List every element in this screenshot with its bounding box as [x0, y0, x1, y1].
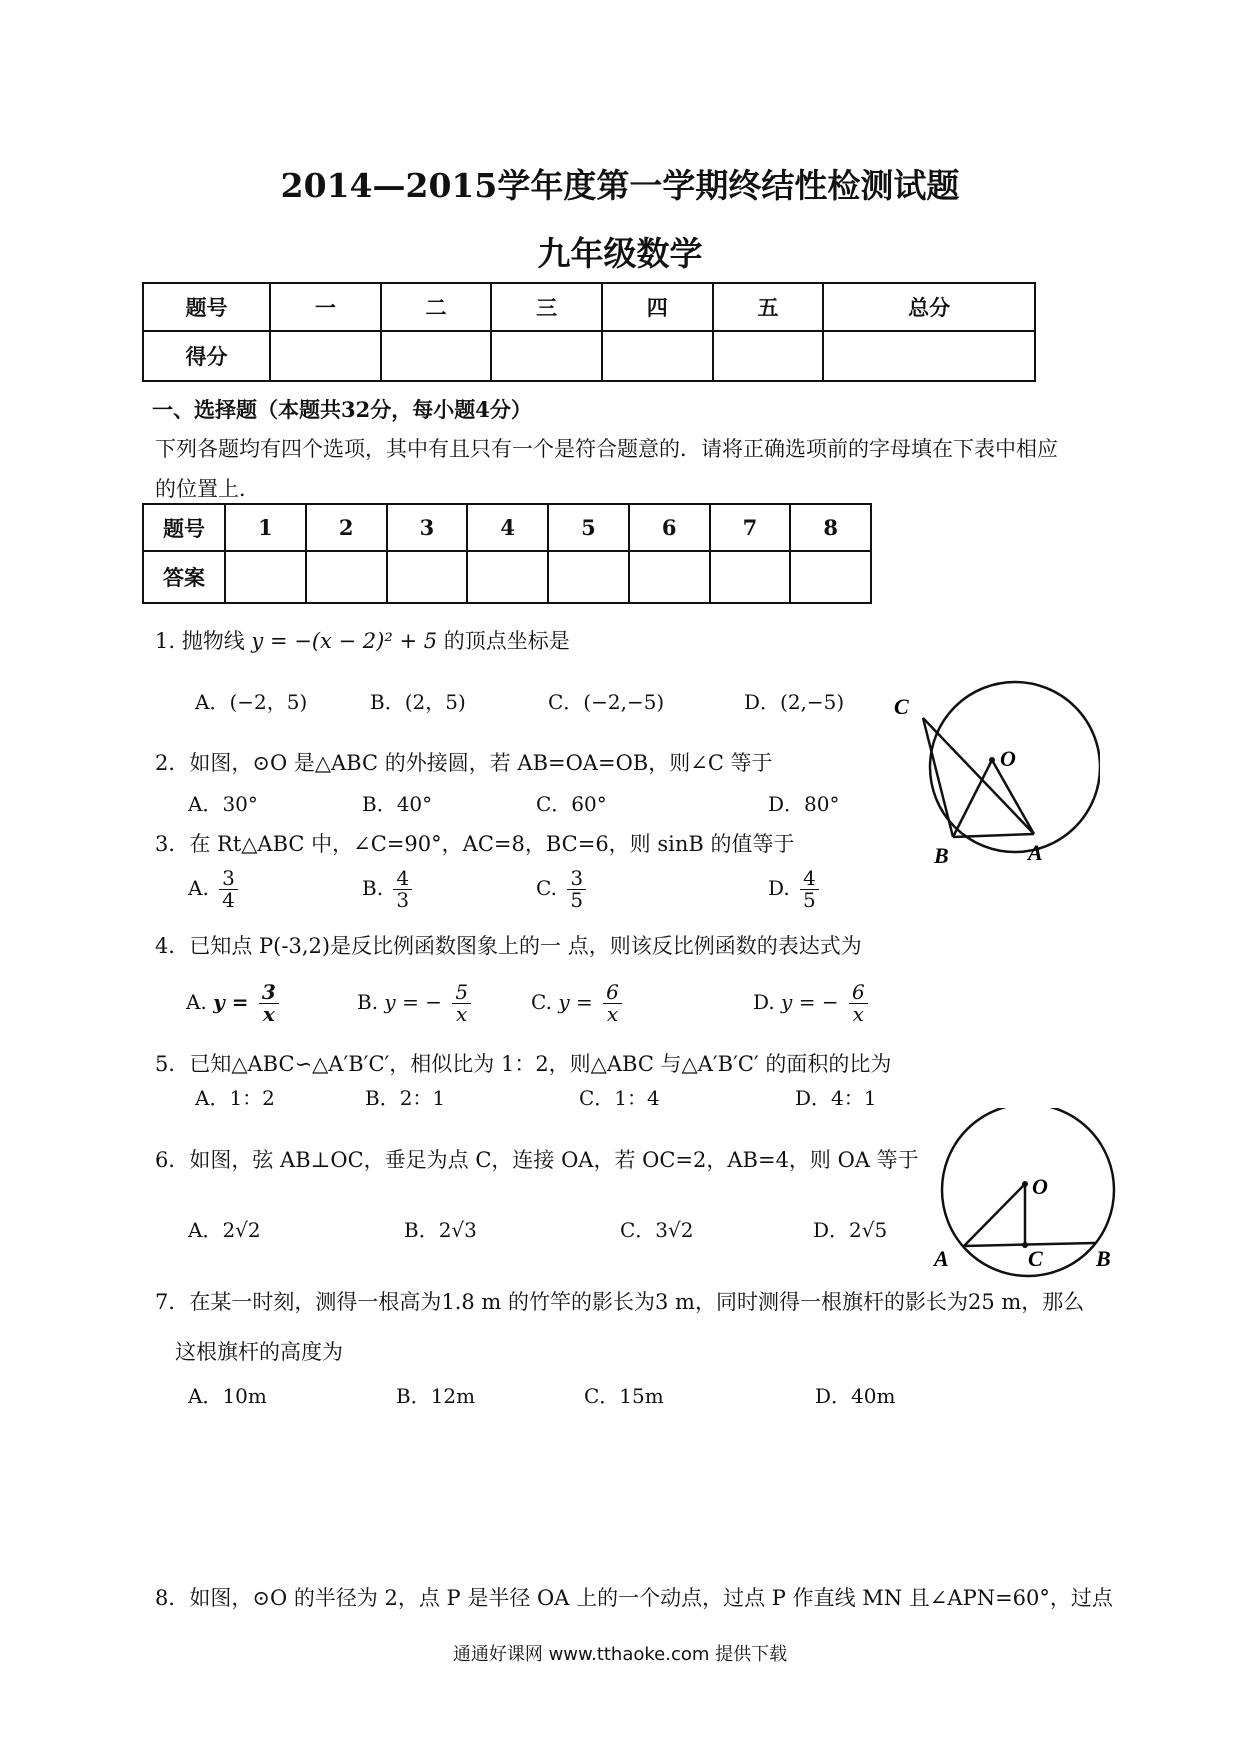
answer-cell[interactable]: [387, 551, 468, 603]
label-a: A: [1028, 840, 1043, 865]
question-6-stem: 6．如图，弦 AB⊥OC，垂足为点 C，连接 OA，若 OC=2，AB=4，则 OA 等于: [155, 1148, 919, 1172]
q1-option-b: B．(2，5): [370, 690, 466, 714]
q1-option-a: A．(−2，5): [195, 690, 308, 714]
q4-option-d-label: D.: [753, 990, 775, 1014]
question-5-stem: 5．已知△ABC∽△A′B′C′，相似比为 1：2，则△ABC 与△A′B′C′ 的面积的比为: [155, 1052, 892, 1076]
label-c: C: [1028, 1246, 1043, 1271]
answer-number: 6: [629, 504, 710, 551]
q4-option-b: [357, 982, 471, 1025]
q4-option-d-num: 6: [849, 982, 868, 1004]
question-7-stem-line-2: 这根旗杆的高度为: [175, 1340, 343, 1364]
q3-option-c: [536, 868, 586, 911]
q3-option-a-den: 4: [222, 888, 235, 912]
center-point: [989, 757, 995, 763]
question-3-stem: 3．在 Rt△ABC 中，∠C=90°，AC=8，BC=6，则 sinB 的值等于: [155, 832, 795, 856]
q4-option-b-fraction: [452, 982, 471, 1025]
instruction-line-2: 的位置上．: [155, 477, 260, 501]
q1-option-d: D．(2,−5): [744, 690, 845, 714]
q1-number: 1.: [155, 629, 176, 653]
score-table-header-cell: 总分: [823, 283, 1035, 331]
segment-oa: [964, 1184, 1025, 1246]
footer-source: 通通好课网 www.tthaoke.com 提供下载: [452, 1644, 788, 1665]
q4-option-b-num: 5: [452, 982, 471, 1004]
q4-option-d-lhs: y = −: [781, 990, 839, 1014]
q1-option-c: C．(−2,−5): [548, 690, 665, 714]
score-table-header-cell: 一: [270, 283, 381, 331]
q4-option-a: [186, 982, 279, 1025]
q4-option-c-fraction: [603, 982, 622, 1025]
label-c: C: [894, 694, 909, 719]
answer-number: 5: [548, 504, 629, 551]
q6-option-a: A．2√2: [188, 1218, 261, 1242]
q5-option-b: B．2：1: [365, 1086, 446, 1110]
q1-stem-post: 的顶点坐标是: [443, 629, 570, 653]
question-4-stem: 4．已知点 P(-3,2)是反比例函数图象上的一 点，则该反比例函数的表达式为: [155, 934, 862, 958]
q4-option-a-label: A.: [186, 990, 207, 1014]
q4-option-d: [753, 982, 868, 1025]
q2-option-b: B．40°: [362, 792, 433, 816]
q3-option-b-num: 4: [393, 868, 412, 890]
q3-option-c-fraction: [567, 868, 586, 911]
q3-option-d-num: 4: [800, 868, 819, 890]
exam-subtitle: 九年级数学: [537, 234, 703, 273]
center-point: [1022, 1181, 1028, 1187]
exam-title: 2014—2015学年度第一学期终结性检测试题: [280, 166, 960, 205]
q1-stem-pre: 抛物线: [181, 629, 245, 653]
segment-bo: [953, 760, 992, 837]
answer-number: 7: [710, 504, 791, 551]
answer-number: 1: [225, 504, 306, 551]
q3-option-b-den: 3: [396, 888, 410, 912]
q2-option-c: C．60°: [536, 792, 607, 816]
score-cell[interactable]: [381, 331, 492, 381]
answer-table-label: 答案: [143, 551, 225, 603]
answer-cell[interactable]: [790, 551, 871, 603]
question-2-stem: 2．如图，⊙O 是△ABC 的外接圆，若 AB=OA=OB，则∠C 等于: [155, 751, 773, 775]
score-cell[interactable]: [823, 331, 1035, 381]
score-row-label: 得分: [143, 331, 270, 381]
label-b: B: [934, 843, 949, 868]
score-table-header-cell: 四: [602, 283, 713, 331]
q4-option-b-lhs: y = −: [384, 990, 442, 1014]
answer-cell[interactable]: [548, 551, 629, 603]
q4-option-a-den: x: [262, 1002, 275, 1026]
q3-option-c-label: C.: [536, 876, 557, 900]
q3-option-d-label: D.: [768, 876, 790, 900]
answer-cell[interactable]: [306, 551, 387, 603]
q2-option-d: D．80°: [768, 792, 840, 816]
score-table-header-cell: 题号: [143, 283, 270, 331]
question-8-stem: 8．如图，⊙O 的半径为 2，点 P 是半径 OA 上的一个动点，过点 P 作直线 MN 且∠APN=60°，过点: [155, 1586, 1113, 1610]
q3-option-c-den: 5: [570, 888, 584, 912]
q6-option-c: C．3√2: [620, 1218, 694, 1242]
q4-option-c-den: x: [606, 1002, 619, 1026]
score-table-header-cell: 五: [713, 283, 824, 331]
q4-option-a-lhs: y =: [213, 990, 249, 1014]
q5-option-c: C．1：4: [579, 1086, 660, 1110]
score-table-header-cell: 三: [491, 283, 602, 331]
q4-option-d-fraction: [849, 982, 868, 1025]
q4-option-d-den: x: [852, 1002, 864, 1026]
answer-number: 8: [790, 504, 871, 551]
answer-number: 3: [387, 504, 468, 551]
segment-ca: [923, 718, 1034, 834]
q4-option-c-label: C.: [531, 990, 552, 1014]
q3-option-b: [362, 868, 412, 911]
score-table-header-cell: 二: [381, 283, 492, 331]
q3-option-b-label: B.: [362, 876, 384, 900]
q6-option-b: B．2√3: [404, 1218, 477, 1242]
question-1-stem: [155, 625, 570, 655]
q4-option-b-label: B.: [357, 990, 379, 1014]
q2-option-a: A．30°: [188, 792, 258, 816]
q5-option-d: D．4：1: [795, 1086, 877, 1110]
segment-cb: [923, 718, 953, 837]
q3-option-a-label: A.: [188, 876, 209, 900]
q3-option-b-fraction: [393, 868, 412, 911]
label-o: O: [1032, 1174, 1048, 1199]
q3-option-a: [188, 868, 238, 911]
score-table: [142, 282, 1036, 382]
instruction-line-1: 下列各题均有四个选项，其中有且只有一个是符合题意的．请将正确选项前的字母填在下表中相应: [155, 437, 1058, 461]
question-7-stem-line-1: 7．在某一时刻，测得一根高为1.8 m 的竹竿的影长为3 m，同时测得一根旗杆的影长为25 m，那么: [155, 1290, 1085, 1314]
q4-option-c-lhs: y =: [558, 990, 593, 1014]
q3-option-d-den: 5: [803, 888, 816, 912]
score-cell[interactable]: [602, 331, 713, 381]
q4-option-b-den: x: [456, 1002, 468, 1026]
figure-2-chord-diagram: [928, 1108, 1123, 1278]
label-o: O: [1000, 746, 1016, 771]
q4-option-a-num: 3: [259, 982, 279, 1004]
score-cell[interactable]: [491, 331, 602, 381]
answer-cell[interactable]: [629, 551, 710, 603]
answer-cell[interactable]: [710, 551, 791, 603]
section-heading: 一、选择题（本题共32分，每小题4分）: [152, 397, 532, 422]
q7-option-b: B．12m: [396, 1384, 476, 1408]
q3-option-d-fraction: [800, 868, 819, 911]
label-a: A: [934, 1246, 949, 1271]
q3-option-c-num: 3: [567, 868, 586, 890]
q4-option-c-num: 6: [603, 982, 622, 1004]
score-cell[interactable]: [270, 331, 381, 381]
q7-option-d: D．40m: [815, 1384, 896, 1408]
answer-number: 2: [306, 504, 387, 551]
label-b: B: [1096, 1246, 1111, 1271]
q6-option-d: D．2√5: [813, 1218, 888, 1242]
q3-option-a-num: 3: [219, 868, 238, 890]
q5-option-a: A．1：2: [195, 1086, 275, 1110]
answer-cell[interactable]: [467, 551, 548, 603]
answer-table: [142, 503, 872, 604]
q1-formula: y = −(x − 2)² + 5: [251, 629, 438, 653]
answer-number: 4: [467, 504, 548, 551]
q3-option-a-fraction: [219, 868, 238, 911]
q3-option-d: [768, 868, 819, 911]
answer-cell[interactable]: [225, 551, 306, 603]
answer-table-label: 题号: [143, 504, 225, 551]
q7-option-a: A．10m: [188, 1384, 267, 1408]
q4-option-c: [531, 982, 622, 1025]
q4-option-a-fraction: [259, 982, 279, 1025]
q7-option-c: C．15m: [584, 1384, 664, 1408]
score-cell[interactable]: [713, 331, 824, 381]
figure-1-circle-diagram: [880, 680, 1100, 880]
